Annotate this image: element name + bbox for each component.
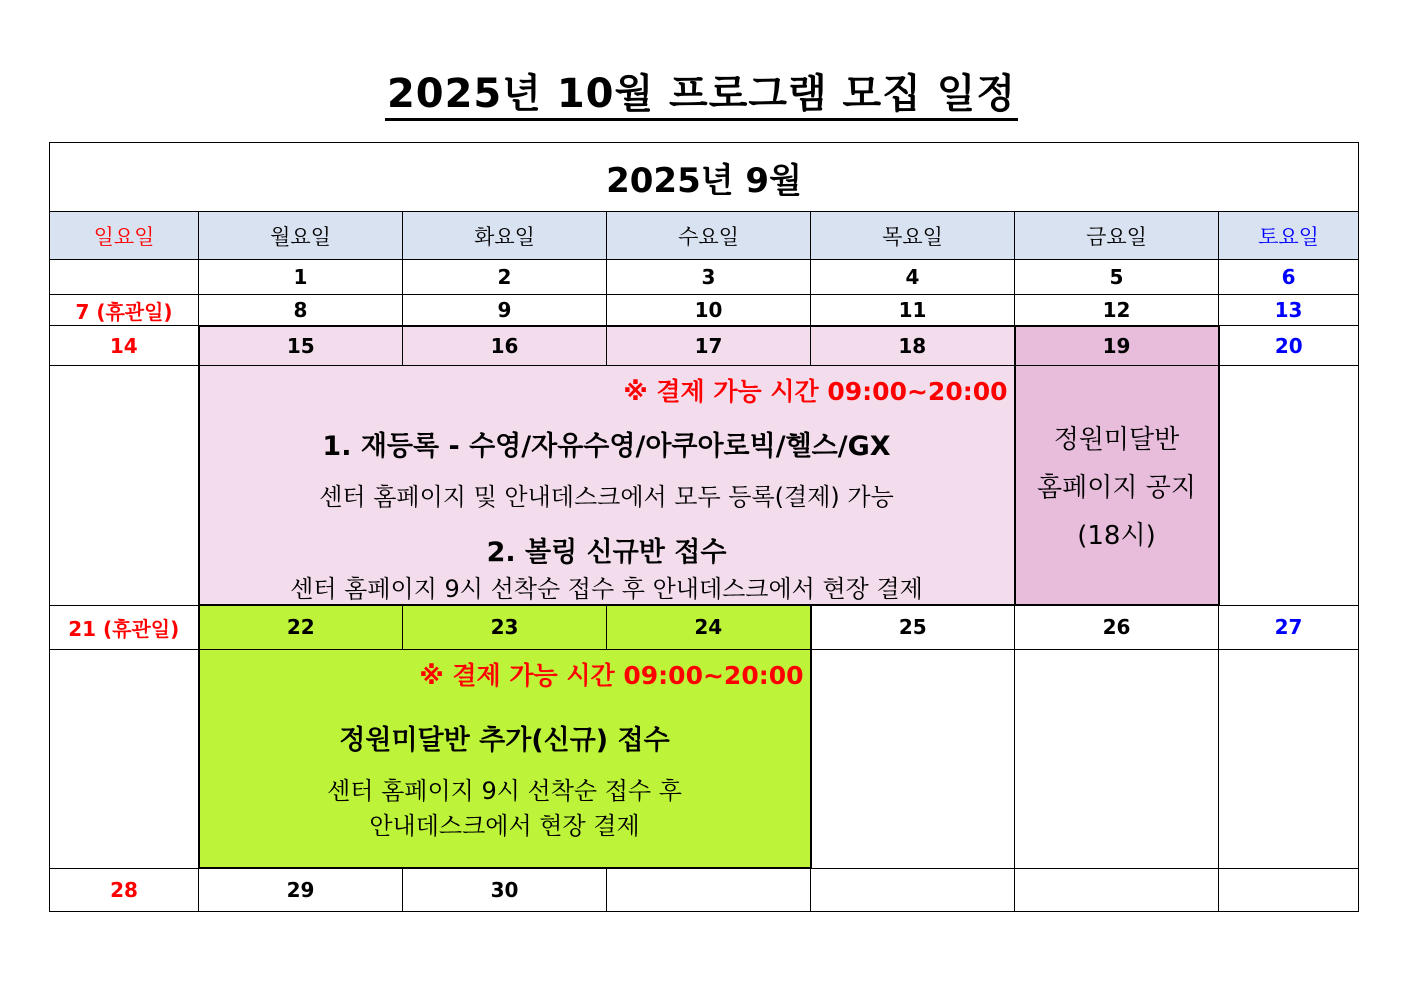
date-cell: 15	[199, 326, 403, 366]
weekday-wednesday: 수요일	[607, 212, 811, 260]
payment-hours-note: ※ 결제 가능 시간 09:00~20:00	[623, 377, 1008, 406]
page-title: 2025년 10월 프로그램 모집 일정	[385, 71, 1018, 121]
week-5-dates	[50, 868, 1359, 911]
date-cell: 12	[1015, 295, 1219, 326]
week-4-dates	[50, 605, 1359, 649]
date-cell: 4	[811, 260, 1015, 295]
empty-cell	[811, 649, 1015, 868]
empty-cell	[50, 649, 199, 868]
date-cell	[1015, 868, 1219, 911]
rereg-desc: 센터 홈페이지 및 안내데스크에서 모두 등록(결제) 가능	[319, 483, 894, 511]
date-cell: 26	[1015, 605, 1219, 649]
date-cell: 5	[1015, 260, 1219, 295]
vacancy-signup-desc2: 안내데스크에서 현장 결제	[369, 811, 640, 840]
vacancy-signup-desc1: 센터 홈페이지 9시 선착순 접수 후	[327, 776, 682, 805]
date-cell-closed: 21 (휴관일)	[50, 605, 199, 649]
vacancy-signup-title: 정원미달반 추가(신규) 접수	[339, 724, 670, 756]
payment-hours-note: ※ 결제 가능 시간 09:00~20:00	[419, 660, 804, 690]
date-cell: 23	[403, 605, 607, 649]
date-cell: 3	[607, 260, 811, 295]
bowling-title: 2. 볼링 신규반 접수	[486, 537, 727, 568]
vacancy-line1: 정원미달반	[1053, 425, 1180, 455]
week-1-dates	[50, 260, 1359, 295]
date-cell: 28	[50, 868, 199, 911]
date-cell: 13	[1219, 295, 1359, 326]
week-4-events	[50, 649, 1359, 868]
week-2-dates	[50, 295, 1359, 326]
date-cell	[607, 868, 811, 911]
date-cell: 19	[1015, 326, 1219, 366]
date-cell	[1219, 868, 1359, 911]
week-3-dates	[50, 326, 1359, 366]
date-cell: 2	[403, 260, 607, 295]
weekday-friday: 금요일	[1015, 212, 1219, 260]
date-cell: 29	[199, 868, 403, 911]
date-cell: 30	[403, 868, 607, 911]
date-cell: 24	[607, 605, 811, 649]
date-cell: 9	[403, 295, 607, 326]
week-3-events	[50, 366, 1359, 606]
vacancy-signup-block	[199, 649, 811, 868]
rereg-title: 1. 재등록 - 수영/자유수영/아쿠아로빅/헬스/GX	[322, 431, 891, 462]
date-cell: 10	[607, 295, 811, 326]
date-cell: 17	[607, 326, 811, 366]
date-cell: 18	[811, 326, 1015, 366]
weekday-monday: 월요일	[199, 212, 403, 260]
date-cell: 6	[1219, 260, 1359, 295]
vacancy-line2: 홈페이지 공지	[1037, 473, 1196, 503]
date-cell: 20	[1219, 326, 1359, 366]
rereg-block	[199, 366, 1015, 606]
date-cell	[50, 260, 199, 295]
date-cell: 16	[403, 326, 607, 366]
month-title: 2025년 9월	[50, 143, 1359, 212]
vacancy-line3: (18시)	[1077, 521, 1156, 551]
date-cell: 25	[811, 605, 1015, 649]
vacancy-notice-block	[1015, 366, 1219, 606]
weekday-header-row	[50, 212, 1359, 260]
calendar-table	[49, 142, 1359, 912]
date-cell	[811, 868, 1015, 911]
bowling-desc: 센터 홈페이지 9시 선착순 접수 후 안내데스크에서 현장 결제	[290, 575, 923, 603]
empty-cell	[50, 366, 199, 606]
date-cell: 8	[199, 295, 403, 326]
weekday-sunday: 일요일	[50, 212, 199, 260]
empty-cell	[1219, 649, 1359, 868]
empty-cell	[1015, 649, 1219, 868]
date-cell: 11	[811, 295, 1015, 326]
date-cell-closed: 7 (휴관일)	[50, 295, 199, 326]
date-cell: 27	[1219, 605, 1359, 649]
date-cell: 22	[199, 605, 403, 649]
weekday-thursday: 목요일	[811, 212, 1015, 260]
empty-cell	[1219, 366, 1359, 606]
date-cell: 14	[50, 326, 199, 366]
weekday-tuesday: 화요일	[403, 212, 607, 260]
weekday-saturday: 토요일	[1219, 212, 1359, 260]
page-title-wrap	[0, 62, 1403, 119]
date-cell: 1	[199, 260, 403, 295]
